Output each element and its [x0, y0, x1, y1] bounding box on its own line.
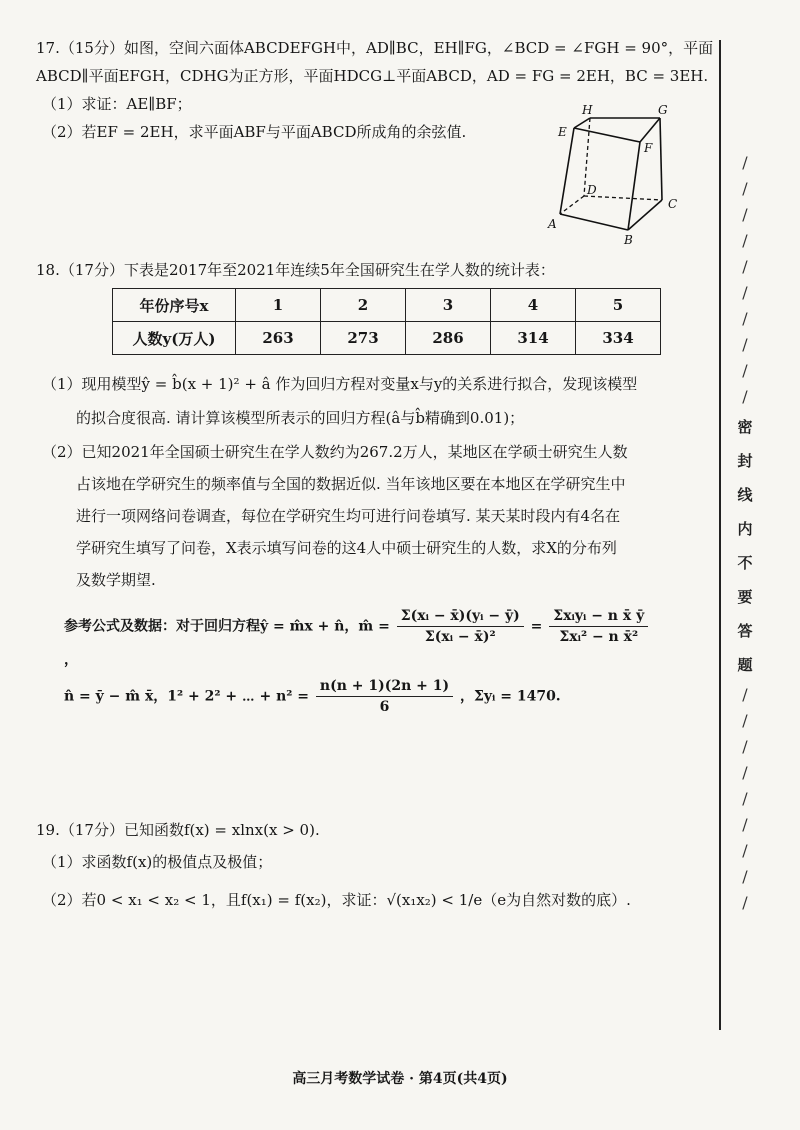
- formula2-lead: n̂ = ȳ − m̂ x̄，1² + 2² + ⋯ + n² =: [64, 688, 310, 705]
- problem-18-q2-line-1: （2）已知2021年全国硕士研究生在学人数约为267.2万人，某地区在学硕士研究生人数: [42, 443, 628, 461]
- fraction-denominator: 6: [379, 699, 390, 715]
- fraction-numerator: n(n + 1)(2n + 1): [316, 676, 453, 697]
- label-a: A: [548, 217, 557, 231]
- formula-lead: 参考公式及数据：对于回归方程ŷ = m̂x + n̂，m̂ =: [64, 618, 390, 635]
- seal-warning-char: 要: [737, 588, 753, 606]
- problem-18-intro: 18.（17分）下表是2017年至2021年连续5年全国研究生在学人数的统计表：: [36, 261, 555, 279]
- seal-tick: /: [742, 841, 748, 860]
- fraction-denominator: Σ(xᵢ − x̄)²: [424, 629, 496, 645]
- problem-18-q2-line-4: 学研究生填写了问卷，X表示填写问卷的这4人中硕士研究生的人数，求X的分布列: [76, 539, 617, 557]
- seal-line-strip: [730, 150, 760, 910]
- binding-line: [719, 40, 721, 1030]
- problem-18-q1-line-1: （1）现用模型ŷ = b̂(x + 1)² + â 作为回归方程对变量x与y的关系进行拟合，发现该模型: [42, 375, 638, 393]
- table-cell: 4: [491, 289, 576, 322]
- formula2-tail: ，Σyᵢ = 1470.: [459, 688, 561, 705]
- reference-formula-1: [64, 606, 664, 673]
- table-cell: 286: [406, 322, 491, 355]
- table-cell: 273: [321, 322, 406, 355]
- seal-tick: /: [742, 893, 748, 912]
- table-row: [113, 289, 661, 322]
- label-b: B: [624, 233, 633, 244]
- seal-tick: /: [742, 179, 748, 198]
- label-c: C: [668, 197, 678, 211]
- problem-19: [36, 816, 686, 914]
- seal-warning-char: 不: [737, 554, 753, 572]
- seal-warning-char: 内: [737, 520, 753, 538]
- seal-warning-char: 封: [737, 452, 753, 470]
- label-d: D: [587, 183, 597, 197]
- problem-19-question-2: （2）若0 < x₁ < x₂ < 1，且f(x₁) = f(x₂)，求证：√(x₁x₂) < 1/e（e为自然对数的底）.: [42, 891, 631, 909]
- table-cell: 1: [236, 289, 321, 322]
- problem-17-question-1: （1）求证：AE∥BF；: [42, 95, 192, 113]
- problem-17-question-2: （2）若EF = 2EH，求平面ABF与平面ABCD所成角的余弦值.: [42, 123, 467, 141]
- seal-tick: /: [742, 387, 748, 406]
- seal-tick: /: [742, 711, 748, 730]
- hexahedron-diagram: [540, 104, 690, 244]
- seal-tick: /: [742, 335, 748, 354]
- table-cell: 263: [236, 322, 321, 355]
- table-header-x: 年份序号x: [113, 289, 236, 322]
- seal-tick: /: [742, 205, 748, 224]
- seal-tick: /: [742, 867, 748, 886]
- hexahedron-figure: [540, 104, 690, 244]
- table-row: [113, 322, 661, 355]
- table-cell: 314: [491, 322, 576, 355]
- seal-tick: /: [742, 361, 748, 380]
- seal-warning-char: 答: [737, 622, 753, 640]
- reference-formula-2: [64, 676, 664, 717]
- fraction-covariance: [397, 606, 524, 647]
- seal-warning-char: 线: [737, 486, 753, 504]
- seal-tick: /: [742, 789, 748, 808]
- page-footer: 高三月考数学试卷 · 第4页(共4页): [292, 1071, 508, 1087]
- problem-18-questions: [36, 370, 686, 594]
- seal-warning-char: 题: [737, 656, 753, 674]
- problem-18-q2-line-2: 占该地在学研究生的频率值与全国的数据近似. 当年该地区要在本地区在学研究生中: [76, 475, 626, 493]
- seal-tick: /: [742, 763, 748, 782]
- problem-18-q2-line-5: 及数学期望.: [76, 571, 156, 589]
- table-cell: 5: [576, 289, 661, 322]
- statistics-table: [112, 288, 661, 355]
- table-cell: 3: [406, 289, 491, 322]
- problem-19-question-1: （1）求函数f(x)的极值点及极值；: [42, 853, 273, 871]
- seal-tick: /: [742, 685, 748, 704]
- fraction-numerator: Σxᵢyᵢ − n x̄ ȳ: [549, 606, 648, 627]
- problem-18-q1-line-2: 的拟合度很高. 请计算该模型所表示的回归方程(â与b̂精确到0.01)；: [76, 409, 525, 427]
- table-header-y: 人数y(万人): [113, 322, 236, 355]
- seal-tick: /: [742, 737, 748, 756]
- label-e: E: [558, 125, 567, 139]
- seal-tick: /: [742, 231, 748, 250]
- label-f: F: [644, 141, 653, 155]
- seal-tick: /: [742, 815, 748, 834]
- seal-warning-char: 密: [737, 418, 753, 436]
- problem-18-q2-line-3: 进行一项网络问卷调查，每位在学研究生均可进行问卷填写. 某天某时段内有4名在: [76, 507, 621, 525]
- fraction-square-sum: [316, 676, 453, 717]
- seal-tick: /: [742, 153, 748, 172]
- problem-18: [36, 256, 686, 284]
- problem-19-intro: 19.（17分）已知函数f(x) = xlnx(x > 0).: [36, 821, 320, 839]
- seal-tick: /: [742, 257, 748, 276]
- label-g: G: [658, 104, 668, 117]
- fraction-sum-form: [549, 606, 648, 647]
- problem-17-line-2: ABCD∥平面EFGH，CDHG为正方形，平面HDCG⊥平面ABCD，AD = FG = 2EH，BC = 3EH.: [36, 67, 709, 85]
- fraction-denominator: Σxᵢ² − n x̄²: [559, 629, 639, 645]
- seal-tick: /: [742, 309, 748, 328]
- comma: ，: [64, 652, 78, 668]
- seal-tick: /: [742, 283, 748, 302]
- problem-17-line-1: 17.（15分）如图，空间六面体ABCDEFGH中，AD∥BC，EH∥FG，∠BCD = ∠FGH = 90°，平面: [36, 39, 714, 57]
- label-h: H: [582, 104, 593, 117]
- table-cell: 334: [576, 322, 661, 355]
- equals-sign: =: [530, 618, 543, 635]
- fraction-numerator: Σ(xᵢ − x̄)(yᵢ − ȳ): [397, 606, 524, 627]
- table-cell: 2: [321, 289, 406, 322]
